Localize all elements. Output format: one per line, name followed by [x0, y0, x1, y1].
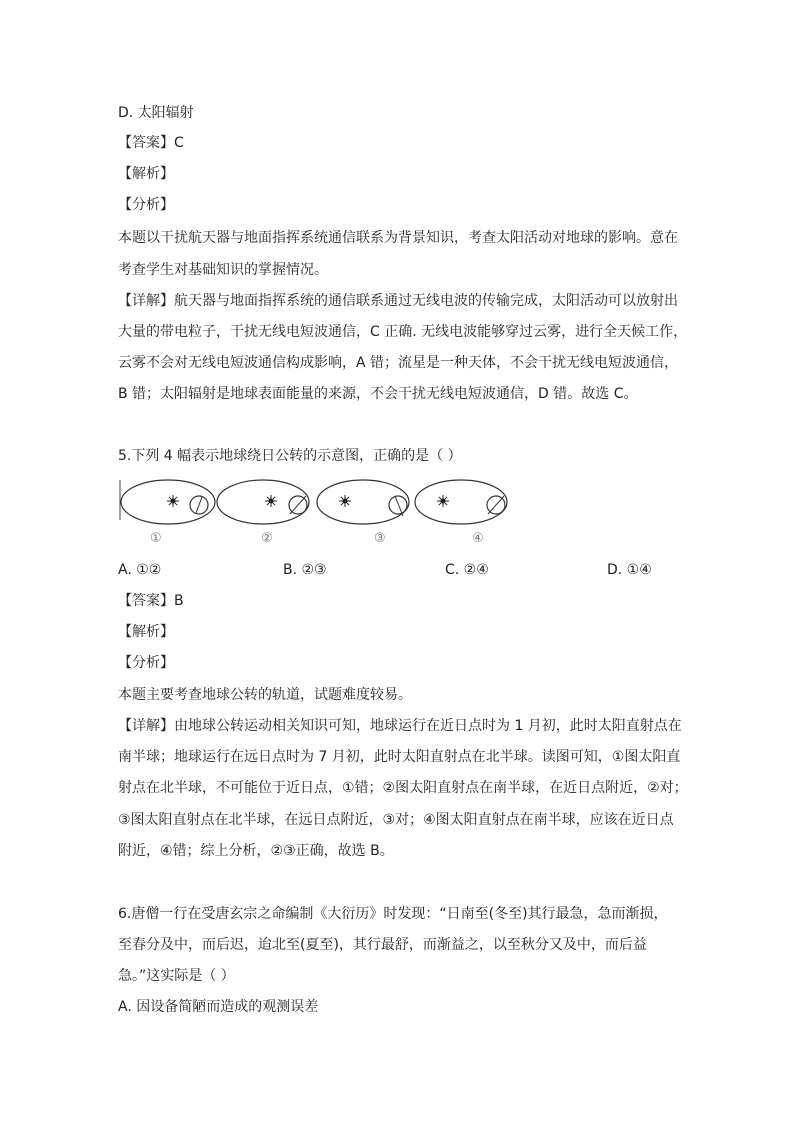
- q5-analysis-line-1: 本题主要考查地球公转的轨道，试题难度较易。: [118, 687, 412, 703]
- q5-detail-line-2: 南半球；地球运行在远日点时为 7 月初，此时太阳直射点在北半球。读图可知，①图太阳直: [118, 749, 681, 765]
- q4-detail-line-2: 大量的带电粒子，干扰无线电短波通信，C 正确. 无线电波能够穿过云雾，进行全天候工作，: [118, 324, 688, 340]
- sun-icon: [339, 495, 351, 507]
- orbit-diagram-3: [317, 480, 409, 546]
- q4-option-d: D. 太阳辐射: [118, 105, 194, 121]
- orbit-diagram-4: [415, 480, 507, 546]
- q4-answer: 【答案】C: [118, 135, 184, 151]
- q4-jiexi-heading: 【解析】: [118, 166, 174, 182]
- sun-icon: [265, 495, 277, 507]
- earth-icon: [487, 496, 505, 514]
- q5-option-d: D. ①④: [607, 562, 652, 578]
- q6-option-a: A. 因设备简陋而造成的观测误差: [118, 999, 319, 1015]
- q5-jiexi-heading: 【解析】: [118, 624, 174, 640]
- figure-label-3: ③: [374, 531, 386, 546]
- orbit-diagram-2: [217, 480, 309, 546]
- q4-detail-line-3: 云雾不会对无线电短波通信构成影响，A 错；流星是一种天体，不会干扰无线电短波通信，: [118, 355, 679, 371]
- q6-stem-line-3: 急。”这实际是（ ）: [118, 968, 235, 984]
- q4-detail-line-1: 【详解】航天器与地面指挥系统的通信联系通过无线电波的传输完成，太阳活动可以放射出: [118, 293, 678, 309]
- earth-icon: [190, 496, 208, 514]
- q5-fenxi-heading: 【分析】: [118, 655, 174, 671]
- q5-option-a: A. ①②: [118, 562, 162, 578]
- figure-label-4: ④: [472, 531, 484, 546]
- q5-answer: 【答案】B: [118, 593, 184, 609]
- q5-option-c: C. ②④: [445, 562, 489, 578]
- q5-detail-line-3: 射点在北半球，不可能位于近日点，①错；②图太阳直射点在南半球，在近日点附近，②对；: [118, 780, 688, 796]
- q5-option-b: B. ②③: [283, 562, 327, 578]
- earth-icon: [289, 496, 307, 514]
- figure-label-2: ②: [261, 531, 273, 546]
- q5-detail-line-4: ③图太阳直射点在北半球，在远日点附近，③对；④图太阳直射点在南半球，应该在近日点: [118, 812, 674, 828]
- sun-icon: [167, 495, 179, 507]
- q4-analysis-line-1: 本题以干扰航天器与地面指挥系统通信联系为背景知识，考查太阳活动对地球的影响。意在: [118, 230, 678, 246]
- q5-detail-line-5: 附近，④错；综上分析，②③正确，故选 B。: [118, 843, 394, 859]
- q6-stem-line-2: 至春分及中，而后迟，迨北至(夏至)，其行最舒，而渐益之，以至秋分又及中，而后益: [118, 937, 647, 953]
- q4-analysis-line-2: 考查学生对基础知识的掌握情况。: [118, 262, 328, 278]
- q4-detail-line-4: B 错；太阳辐射是地球表面能量的来源，不会干扰无线电短波通信，D 错。故选 C。: [118, 386, 638, 402]
- orbit-diagrams: [118, 476, 518, 548]
- q5-detail-line-1: 【详解】由地球公转运动相关知识可知，地球运行在近日点时为 1 月初，此时太阳直射点在: [118, 718, 682, 734]
- q5-stem: 5.下列 4 幅表示地球绕日公转的示意图，正确的是（ ）: [118, 448, 462, 464]
- sun-icon: [437, 495, 449, 507]
- orbit-diagram-1: [120, 480, 215, 546]
- q4-fenxi-heading: 【分析】: [118, 197, 174, 213]
- earth-icon: [389, 496, 407, 516]
- figure-label-1: ①: [150, 531, 162, 546]
- q6-stem-line-1: 6.唐僧一行在受唐玄宗之命编制《大衍历》时发现：“日南至(冬至)其行最急，急而渐损，: [118, 906, 668, 922]
